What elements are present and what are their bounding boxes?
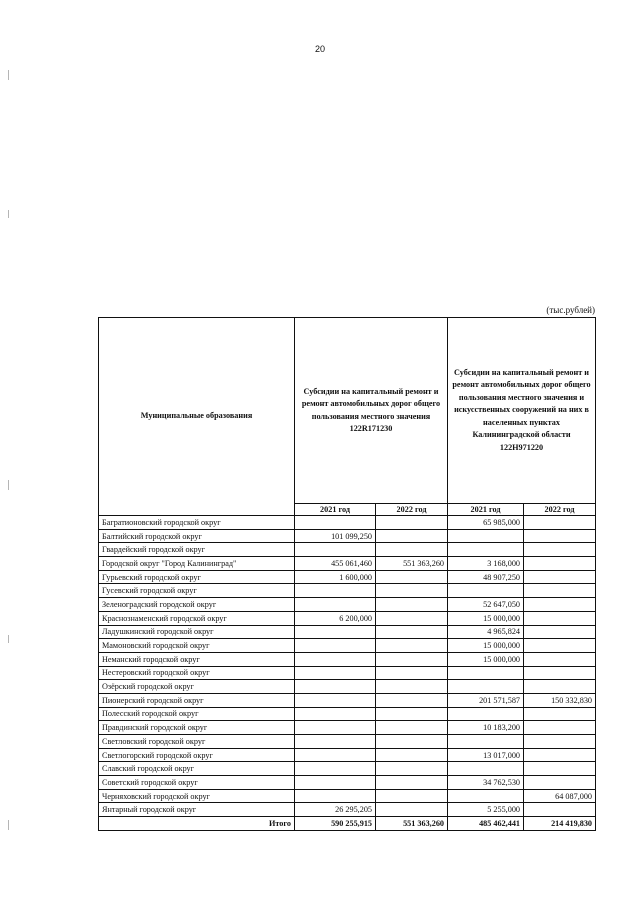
municipality-name-cell: Балтийский городской округ bbox=[99, 529, 295, 543]
municipality-name-cell: Славский городской округ bbox=[99, 762, 295, 776]
units-label: (тыс.рублей) bbox=[546, 305, 595, 315]
municipality-name-cell: Светлогорский городской округ bbox=[99, 748, 295, 762]
subsidy-a-2022-cell bbox=[376, 584, 448, 598]
subsidy-b-2022-cell bbox=[524, 803, 596, 817]
subsidy-b-2022-cell bbox=[524, 543, 596, 557]
subsidy-a-2022-cell bbox=[376, 652, 448, 666]
subsidy-b-2021-cell bbox=[448, 707, 524, 721]
subsidy-b-2021-cell bbox=[448, 762, 524, 776]
municipality-name-cell: Янтарный городской округ bbox=[99, 803, 295, 817]
table-row bbox=[99, 762, 596, 776]
subsidy-a-2021-cell bbox=[295, 721, 376, 735]
table-row bbox=[99, 625, 596, 639]
subsidy-b-2022-cell bbox=[524, 748, 596, 762]
subsidy-a-2021-cell bbox=[295, 543, 376, 557]
subsidy-a-2021-cell: 1 600,000 bbox=[295, 570, 376, 584]
table-row bbox=[99, 570, 596, 584]
margin-mark bbox=[8, 480, 9, 490]
subsidy-a-2021-cell bbox=[295, 735, 376, 749]
table-row bbox=[99, 652, 596, 666]
subsidy-a-2022-cell bbox=[376, 776, 448, 790]
municipality-name-cell: Светловский городской округ bbox=[99, 735, 295, 749]
table-row bbox=[99, 803, 596, 817]
subsidy-a-2022-cell bbox=[376, 598, 448, 612]
table-row bbox=[99, 693, 596, 707]
subsidy-a-2021-cell bbox=[295, 680, 376, 694]
subsidy-a-2021-cell bbox=[295, 762, 376, 776]
subsidy-a-2022-cell bbox=[376, 543, 448, 557]
subsidy-b-2021-cell: 65 985,000 bbox=[448, 516, 524, 530]
table-row bbox=[99, 721, 596, 735]
table-row bbox=[99, 584, 596, 598]
table-row bbox=[99, 748, 596, 762]
subsidy-table bbox=[98, 317, 596, 831]
subsidy-b-2021-cell: 5 255,000 bbox=[448, 803, 524, 817]
subsidy-b-2021-cell: 10 183,200 bbox=[448, 721, 524, 735]
municipality-name-cell: Черняховский городской округ bbox=[99, 789, 295, 803]
subsidy-b-2021-cell: 48 907,250 bbox=[448, 570, 524, 584]
subsidy-b-2022-cell bbox=[524, 776, 596, 790]
subsidy-b-2022-cell bbox=[524, 598, 596, 612]
subsidy-a-2022-cell bbox=[376, 680, 448, 694]
subsidy-a-2021-cell: 26 295,205 bbox=[295, 803, 376, 817]
subsidy-b-2022-cell bbox=[524, 557, 596, 571]
year-2021-header: 2021 год bbox=[295, 504, 376, 516]
table-row bbox=[99, 639, 596, 653]
subsidy-b-2021-cell: 15 000,000 bbox=[448, 639, 524, 653]
subsidy-b-2022-cell: 150 332,830 bbox=[524, 693, 596, 707]
margin-mark bbox=[8, 635, 9, 643]
subsidy-b-2021-cell: 52 647,050 bbox=[448, 598, 524, 612]
subsidy-a-2022-cell bbox=[376, 803, 448, 817]
subsidy-a-2022-cell bbox=[376, 666, 448, 680]
municipality-name-cell: Гвардейский городской округ bbox=[99, 543, 295, 557]
subsidy-a-2022-cell bbox=[376, 707, 448, 721]
total-subsidy-a-2022-cell: 551 363,260 bbox=[376, 817, 448, 831]
year-2022-header: 2022 год bbox=[376, 504, 448, 516]
subsidy-b-header: Субсидии на капитальный ремонт и ремонт автомобильных дорог общего пользования местного значения и искусственных сооружений на них в населенных пунктах Калининградской области 122Н971220 bbox=[448, 318, 596, 504]
subsidy-a-2022-cell bbox=[376, 639, 448, 653]
table-row bbox=[99, 611, 596, 625]
subsidy-a-2022-cell bbox=[376, 693, 448, 707]
subsidy-b-2021-cell: 4 965,824 bbox=[448, 625, 524, 639]
table-row bbox=[99, 680, 596, 694]
municipality-name-cell: Гусевский городской округ bbox=[99, 584, 295, 598]
total-subsidy-b-2021-cell: 485 462,441 bbox=[448, 817, 524, 831]
subsidy-a-2021-cell: 6 200,000 bbox=[295, 611, 376, 625]
total-row bbox=[99, 817, 596, 831]
subsidy-a-2021-cell: 455 061,460 bbox=[295, 557, 376, 571]
table-row bbox=[99, 516, 596, 530]
subsidy-b-2021-cell bbox=[448, 789, 524, 803]
subsidy-b-2022-cell: 64 087,000 bbox=[524, 789, 596, 803]
subsidy-a-2021-cell bbox=[295, 666, 376, 680]
municipality-name-cell: Правдинский городской округ bbox=[99, 721, 295, 735]
table-row bbox=[99, 557, 596, 571]
municipality-name-cell: Озёрский городской округ bbox=[99, 680, 295, 694]
subsidy-a-2022-cell bbox=[376, 529, 448, 543]
subsidy-b-2022-cell bbox=[524, 625, 596, 639]
subsidy-b-2022-cell bbox=[524, 516, 596, 530]
municipality-name-cell: Советский городской округ bbox=[99, 776, 295, 790]
subsidy-a-2021-cell bbox=[295, 776, 376, 790]
municipality-name-cell: Мамоновский городской округ bbox=[99, 639, 295, 653]
subsidy-b-2021-cell bbox=[448, 529, 524, 543]
subsidy-a-2022-cell bbox=[376, 625, 448, 639]
year-2021-header: 2021 год bbox=[448, 504, 524, 516]
municipality-name-cell: Нестеровский городской округ bbox=[99, 666, 295, 680]
subsidy-a-2021-cell bbox=[295, 652, 376, 666]
page-number: 20 bbox=[314, 44, 325, 54]
subsidy-b-2022-cell bbox=[524, 639, 596, 653]
subsidy-a-2021-cell bbox=[295, 625, 376, 639]
subsidy-a-2022-cell bbox=[376, 721, 448, 735]
year-2022-header: 2022 год bbox=[524, 504, 596, 516]
subsidy-b-2022-cell bbox=[524, 611, 596, 625]
subsidy-a-2021-cell bbox=[295, 707, 376, 721]
subsidy-a-2022-cell bbox=[376, 748, 448, 762]
table-row bbox=[99, 666, 596, 680]
subsidy-a-2021-cell bbox=[295, 693, 376, 707]
table-row bbox=[99, 776, 596, 790]
subsidy-a-2021-cell bbox=[295, 639, 376, 653]
subsidy-b-2022-cell bbox=[524, 652, 596, 666]
subsidy-a-2021-cell bbox=[295, 598, 376, 612]
subsidy-b-2021-cell: 13 017,000 bbox=[448, 748, 524, 762]
margin-mark bbox=[8, 210, 9, 218]
municipality-name-cell: Полесский городской округ bbox=[99, 707, 295, 721]
subsidy-b-2021-cell bbox=[448, 680, 524, 694]
subsidy-b-2022-cell bbox=[524, 529, 596, 543]
municipality-name-cell: Багратионовский городской округ bbox=[99, 516, 295, 530]
table-header-row bbox=[99, 318, 596, 504]
subsidy-a-2022-cell bbox=[376, 611, 448, 625]
subsidy-a-2021-cell: 101 099,250 bbox=[295, 529, 376, 543]
table-row bbox=[99, 735, 596, 749]
subsidy-b-2021-cell bbox=[448, 584, 524, 598]
subsidy-a-2021-cell bbox=[295, 789, 376, 803]
subsidy-a-2022-cell bbox=[376, 789, 448, 803]
subsidy-b-2021-cell bbox=[448, 735, 524, 749]
municipality-name-cell: Городской округ "Город Калининград" bbox=[99, 557, 295, 571]
subsidy-b-2021-cell bbox=[448, 666, 524, 680]
total-subsidy-a-2021-cell: 590 255,915 bbox=[295, 817, 376, 831]
subsidy-b-2021-cell: 34 762,530 bbox=[448, 776, 524, 790]
subsidy-a-2022-cell bbox=[376, 516, 448, 530]
table-row bbox=[99, 707, 596, 721]
total-subsidy-b-2022-cell: 214 419,830 bbox=[524, 817, 596, 831]
subsidy-a-2022-cell: 551 363,260 bbox=[376, 557, 448, 571]
municipality-name-cell: Неманский городской округ bbox=[99, 652, 295, 666]
subsidy-b-2021-cell bbox=[448, 543, 524, 557]
subsidy-a-header: Субсидии на капитальный ремонт и ремонт автомобильных дорог общего пользования местного значения 122R171230 bbox=[295, 318, 448, 504]
subsidy-b-2022-cell bbox=[524, 762, 596, 776]
municipality-name-cell: Гурьевский городской округ bbox=[99, 570, 295, 584]
table-row bbox=[99, 543, 596, 557]
table-row bbox=[99, 529, 596, 543]
subsidy-b-2022-cell bbox=[524, 735, 596, 749]
subsidy-a-2021-cell bbox=[295, 584, 376, 598]
subsidy-a-2022-cell bbox=[376, 762, 448, 776]
total-label: Итого bbox=[99, 817, 295, 831]
subsidy-b-2022-cell bbox=[524, 721, 596, 735]
subsidy-a-2021-cell bbox=[295, 516, 376, 530]
subsidy-b-2021-cell: 201 571,587 bbox=[448, 693, 524, 707]
subsidy-a-2022-cell bbox=[376, 735, 448, 749]
municipality-header: Муниципальные образования bbox=[99, 318, 295, 516]
subsidy-b-2022-cell bbox=[524, 584, 596, 598]
subsidy-b-2022-cell bbox=[524, 666, 596, 680]
subsidy-a-2021-cell bbox=[295, 748, 376, 762]
subsidy-b-2021-cell: 3 168,000 bbox=[448, 557, 524, 571]
table-row bbox=[99, 598, 596, 612]
municipality-name-cell: Ладушкинский городской округ bbox=[99, 625, 295, 639]
subsidy-b-2022-cell bbox=[524, 570, 596, 584]
subsidy-b-2021-cell: 15 000,000 bbox=[448, 652, 524, 666]
subsidy-a-2022-cell bbox=[376, 570, 448, 584]
table-row bbox=[99, 789, 596, 803]
margin-mark bbox=[8, 70, 9, 80]
subsidy-b-2021-cell: 15 000,000 bbox=[448, 611, 524, 625]
municipality-name-cell: Зеленоградский городской округ bbox=[99, 598, 295, 612]
subsidy-b-2022-cell bbox=[524, 707, 596, 721]
municipality-name-cell: Краснознаменский городской округ bbox=[99, 611, 295, 625]
subsidy-b-2022-cell bbox=[524, 680, 596, 694]
municipality-name-cell: Пионерский городской округ bbox=[99, 693, 295, 707]
margin-mark bbox=[8, 820, 9, 830]
